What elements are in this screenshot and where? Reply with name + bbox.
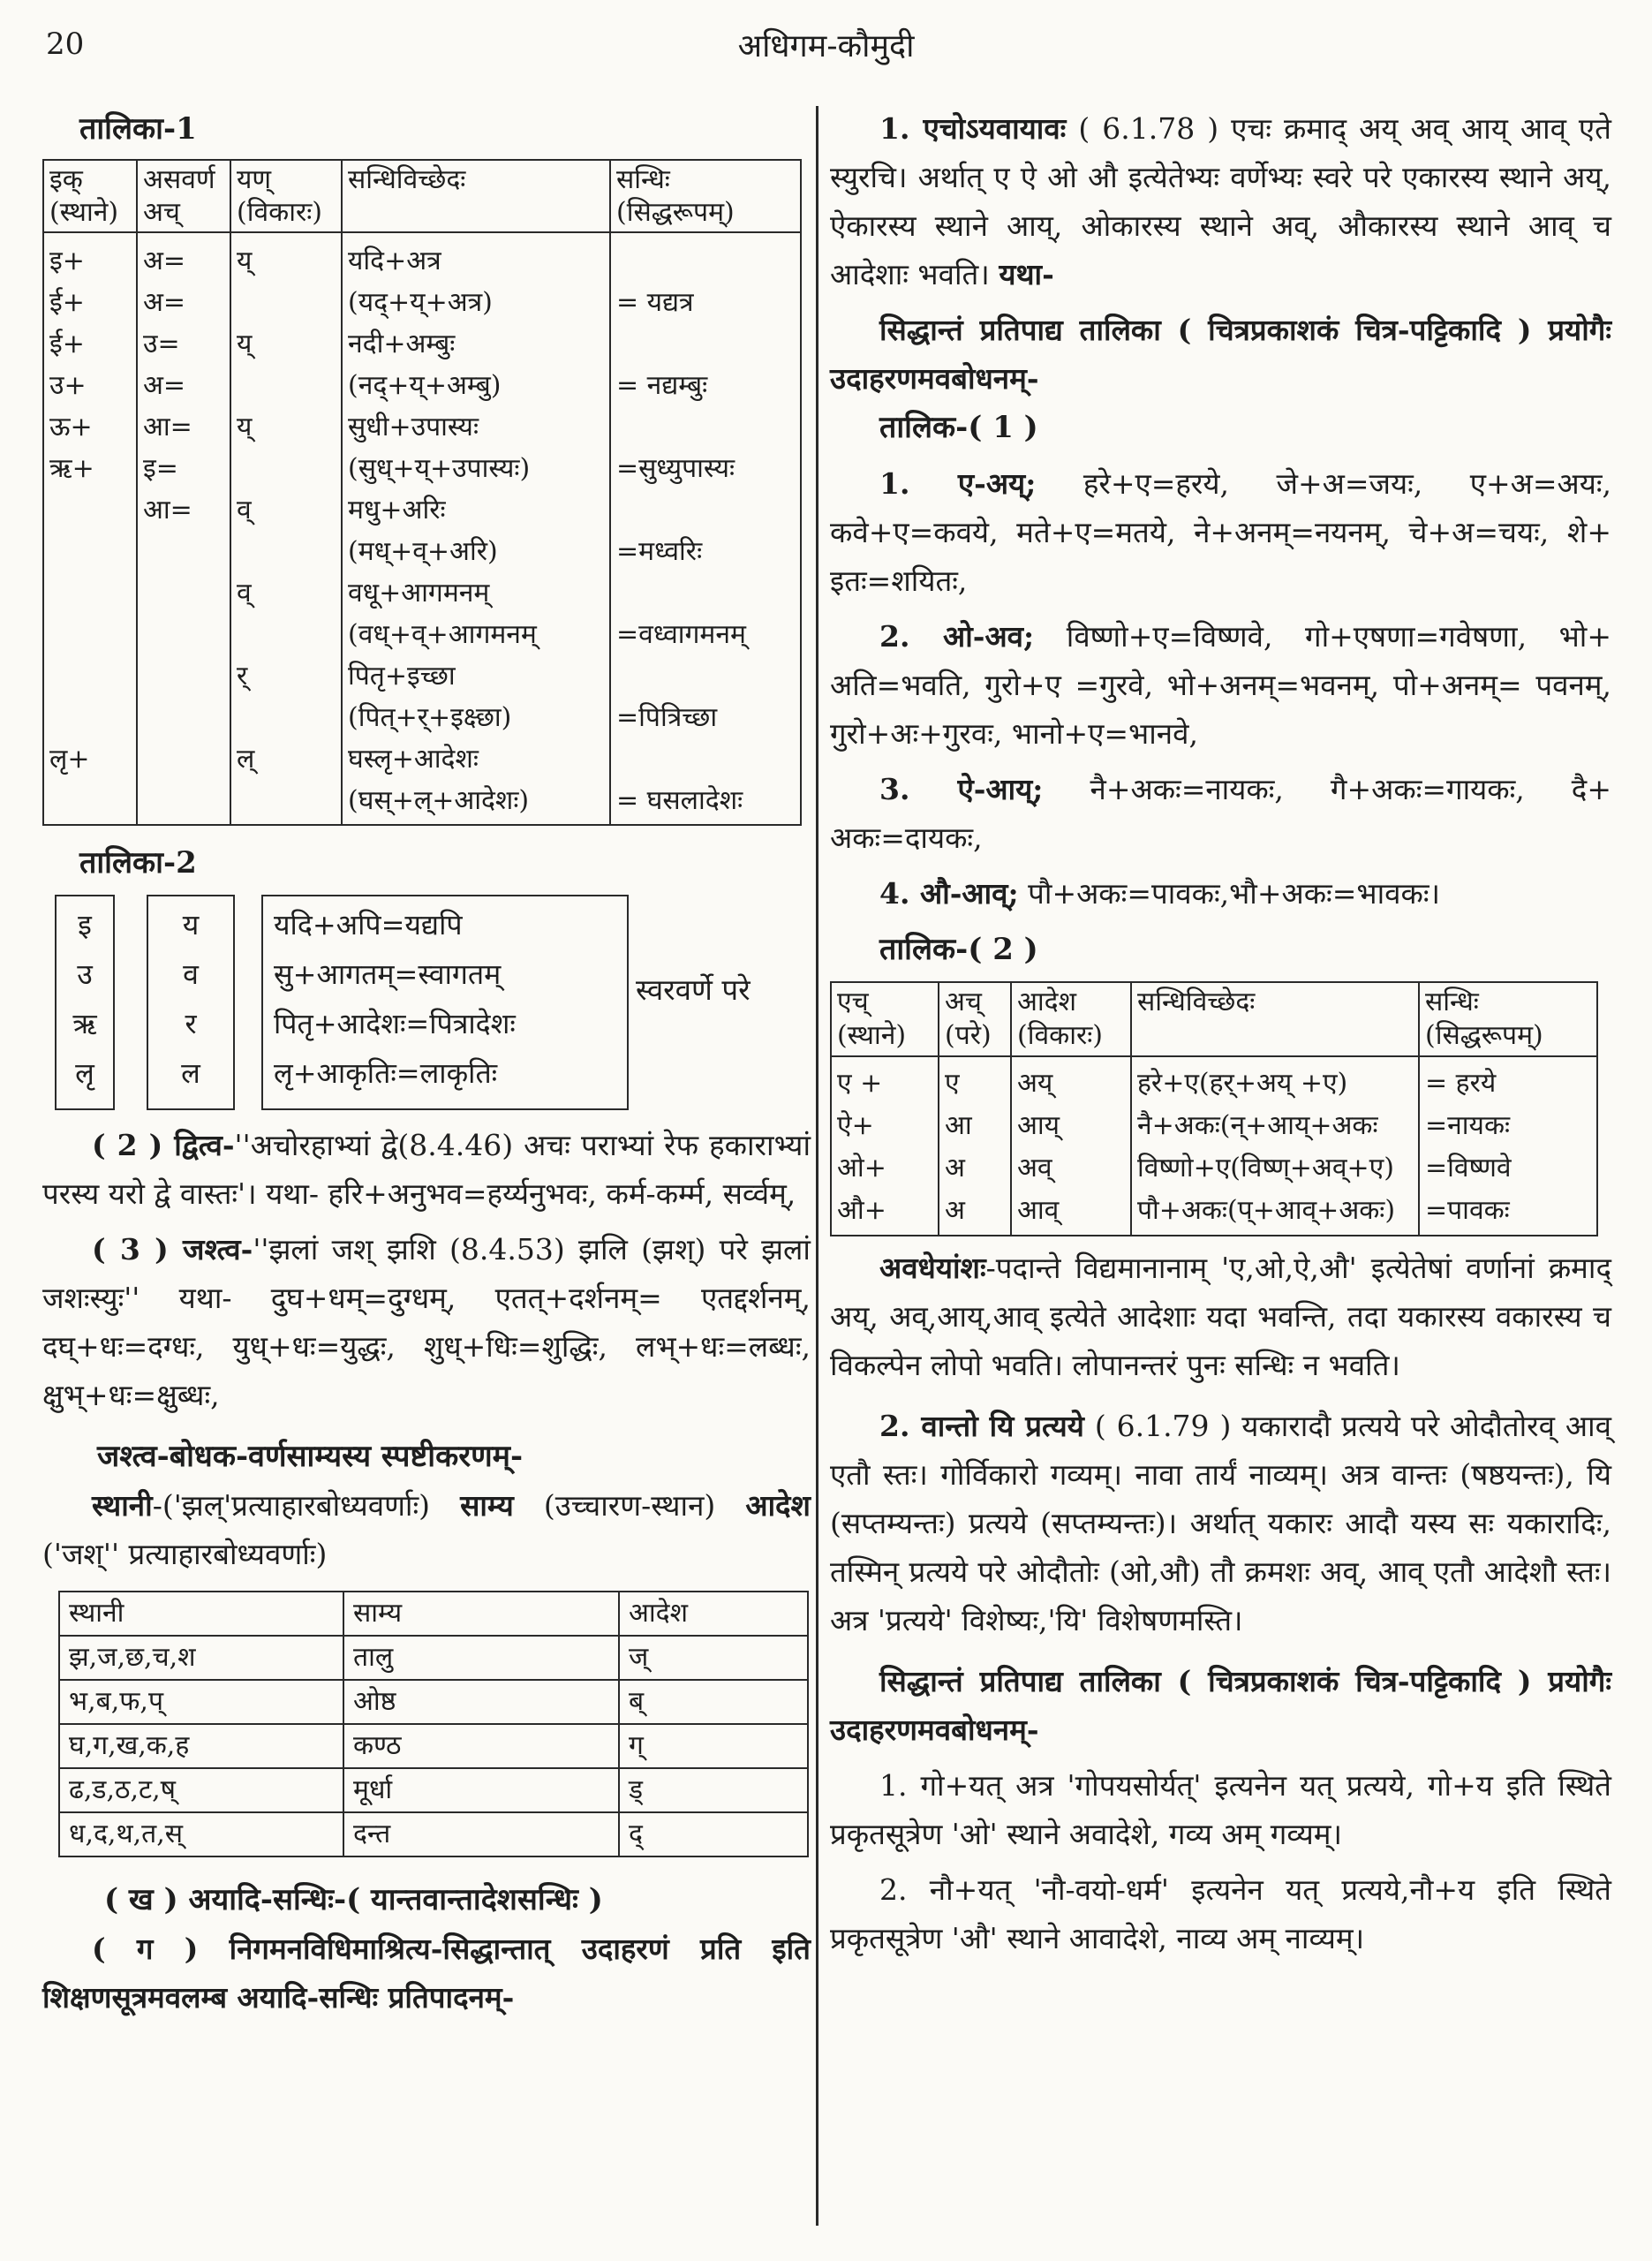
table-row (59, 1724, 808, 1768)
page-header (0, 0, 1652, 79)
table-cell: ग् (619, 1724, 808, 1768)
nigaman-heading: ( ग ) निगमनविधिमाश्रित्य-सिद्धान्तात् उदाहरणं प्रति इति शिक्षणसूत्रमवलम्ब अयादि-सन्धिः प्रतिपादनम्- (42, 1932, 811, 2015)
table-cell: = हरये (1425, 1068, 1497, 1099)
table-cell: उ+ (49, 370, 87, 401)
talik1-title: तालिक-( 1 ) (879, 410, 1038, 445)
left-column (42, 104, 811, 2022)
sutra1-tail: यथा- (999, 257, 1054, 291)
example-label: 1. ए-अय्; (879, 466, 1037, 501)
sutra2-text: यकारादौ प्रत्यये परे ओदौतोरव् आव् एतौ स्तः। गोर्विकारो गव्यम्। नावा तार्यं नाव्यम्। अत्र वान्तः (षष्ठयन्तः), यि (सप्तम्यन्तः) प्रत्यये (सप्तम्यन्तः)। अर्थात् यकारः आदौ यस्य सः यकारादिः, तस्मिन् प्रत्यये परे ओदौतोः (ओ,औ) तौ क्रमशः अव्, आव् एतौ आदेशौ स्तः। अत्र 'प्रत्यये' विशेष्यः,'यि' विशेषणमस्ति। (830, 1409, 1611, 1637)
table-cell: = घसलादेशः (616, 785, 743, 816)
table-cell (49, 655, 131, 697)
table-cell: ध,द,थ,त,स् (59, 1812, 343, 1856)
table-cell: अ= (143, 287, 186, 318)
example-4 (830, 869, 1611, 918)
example-label: 3. ऐ-आय्; (879, 772, 1044, 806)
table-header-cell: एच् (स्थाने) (831, 982, 939, 1056)
table-cell: उ (77, 957, 93, 991)
avadheyansh-text: -पदान्ते विद्यमानानाम् 'ए,ओ,ऐ,औ' इत्येतेषां वर्णानां क्रमाद् अय्, अव्,आय्,आव् इत्येते आदेशाः यदा भवन्ति, तदा यकारस्य वकारस्य च विकल्पेन लोपो भवति। लोपानन्तरं पुनः सन्धिः न भवति। (830, 1251, 1611, 1382)
avadheyansh-label: अवधेयांशः (879, 1251, 986, 1285)
sandhi-column (610, 232, 801, 825)
table-cell: नै+अकः(न्+आय्+अकः (1137, 1110, 1378, 1141)
table-cell: घ,ग,ख,क,ह (59, 1724, 343, 1768)
table-cell: (पित्+र्+इक्ष्छा) (348, 702, 512, 733)
table-row (59, 1768, 808, 1812)
table-cell: ल् (237, 744, 255, 775)
yan-column (230, 232, 342, 825)
table-cell (237, 448, 336, 489)
table-cell: अय् (1017, 1068, 1053, 1099)
talika2-diagram (42, 895, 811, 1121)
table-cell: ढ,ड,ठ,ट,ष् (59, 1768, 343, 1812)
table-header-cell: अच् (परे) (939, 982, 1011, 1056)
table-cell: मधु+अरिः (348, 495, 446, 526)
table-cell: र् (237, 661, 248, 692)
samya-label: साम्य (460, 1488, 514, 1523)
ac-column (939, 1056, 1011, 1236)
table-header-cell: असवर्ण अच् (137, 160, 230, 232)
table-cell: अ (945, 1195, 965, 1226)
table-header-row (43, 160, 801, 232)
example-text: नै+अकः=नायकः, गै+अकः=गायकः, दै+ अकः=दायकः, (830, 772, 1611, 855)
ac-column (137, 232, 230, 825)
table-cell: =सुध्युपास्यः (616, 453, 735, 484)
avadheyansh-paragraph (830, 1244, 1611, 1389)
table-body-row (831, 1056, 1597, 1236)
table-cell (616, 655, 795, 697)
table-cell: व् (237, 578, 252, 609)
table-cell: ज् (619, 1636, 808, 1680)
example-3 (830, 765, 1611, 862)
table-cell: यदि+अपि=यद्यपि (274, 908, 463, 941)
sandhi-column (1419, 1056, 1597, 1236)
table-cell: = यद्यत्र (616, 287, 694, 318)
table-cell: अ= (143, 246, 186, 276)
sutra2-paragraph (830, 1402, 1611, 1645)
table-cell: व् (237, 495, 252, 526)
table-cell: आव् (1017, 1195, 1060, 1226)
column-divider (816, 106, 818, 2226)
ech-column (831, 1056, 939, 1236)
table-cell: इ= (143, 453, 178, 484)
table-cell (237, 365, 336, 406)
sthani-paragraph (42, 1481, 811, 1578)
table-cell: दन्त (343, 1812, 619, 1856)
table-cell: आय् (1017, 1110, 1060, 1141)
vichchhed-column (1131, 1056, 1419, 1236)
table-cell: (सुध्+य्+उपास्यः) (348, 453, 531, 484)
talik2-title: तालिक-( 2 ) (879, 932, 1038, 967)
example-label: 2. ओ-अव; (879, 619, 1035, 654)
talika2-title: तालिका-2 (79, 845, 197, 881)
example-text: हरे+ए=हरये, जे+अ=जयः, ए+अ=अयः, कवे+ए=कवये, मते+ए=मतये, ने+अनम्=नयनम्, चे+अ=चयः, शे+ इतः=शयितः, (830, 466, 1611, 598)
table-cell: ए (945, 1068, 960, 1099)
table-cell: तालु (343, 1636, 619, 1680)
table-header-cell: आदेश (विकारः) (1011, 982, 1131, 1056)
siddhant1-heading: सिद्धान्तं प्रतिपाद्य तालिका ( चित्रप्रकाशकं चित्र-पट्टिकादि ) प्रयोगैः उदाहरणमवबोधनम्- (830, 313, 1611, 396)
table-cell: आ (945, 1110, 972, 1141)
table-cell: यदि+अत्र (348, 246, 441, 276)
table-cell (616, 489, 795, 531)
adesh-column (1011, 1056, 1131, 1236)
dvitva-text: ''अचोरहाभ्यां द्वे(8.4.46) अचः पराभ्यां रेफ हकाराभ्यां परस्य यरो द्वे वास्तः'। यथा- हरि+अनुभव=हर्य्यनुभवः, कर्म-कर्म्म, सर्व्वम्, (42, 1128, 811, 1211)
table-cell (616, 406, 795, 448)
example-text: विष्णो+ए=विष्णवे, गो+एषणा=गवेषणा, भो+ अति=भवति, गुरो+ए =गुरवे, भो+अनम्=भवनम्, पो+अनम्= पवनम्, गुरो+अः+गुरवः, भानो+ए=भानवे, (830, 619, 1612, 751)
table-cell: मूर्धा (343, 1768, 619, 1812)
table-cell: ड् (619, 1768, 808, 1812)
example-text: पौ+अकः=पावकः,भौ+अकः=भावकः। (1028, 876, 1440, 911)
table-cell: (मध्+व्+अरि) (348, 536, 498, 567)
table-cell: य (182, 908, 200, 941)
table-cell: ई+ (49, 329, 85, 359)
table-cell: ऋ+ (49, 453, 94, 484)
running-title: अधिगम-कौमुदी (737, 28, 915, 64)
table-cell: (नद्+य्+अम्बु) (348, 370, 502, 401)
table-cell: सुधी+उपास्यः (348, 412, 479, 442)
talika1-title: तालिका-1 (79, 111, 197, 147)
jashtva-paragraph (42, 1225, 811, 1419)
table-cell: पितृ+इच्छा (348, 661, 456, 692)
ayadi-heading: ( ख ) अयादि-सन्धिः-( यान्तवान्तादेशसन्धिः ) (104, 1882, 603, 1917)
sthani-text: -('झल्'प्रत्याहारबोध्यवर्णाः) (152, 1488, 431, 1523)
table-cell (49, 531, 131, 572)
table-row (59, 1680, 808, 1724)
table-cell: हरे+ए(हर्+अय् +ए) (1137, 1068, 1348, 1099)
dvitva-paragraph (42, 1121, 811, 1218)
example-1 (830, 459, 1611, 605)
table-cell: ओ+ (837, 1153, 886, 1183)
jashtva-heading: जश्त्व-बोधक-वर्णसाम्यस्य स्पष्टीकरणम्- (97, 1439, 524, 1474)
table-body-row (43, 232, 801, 825)
table-cell (237, 614, 336, 655)
example-2 (830, 612, 1611, 758)
table-cell: लृ (75, 1056, 94, 1090)
talika1-table (42, 159, 802, 826)
table-cell: अ (945, 1153, 965, 1183)
right-column (830, 104, 1611, 1962)
talika2-examples-box (261, 895, 629, 1110)
table-header-row (59, 1592, 808, 1636)
table-cell (49, 614, 131, 655)
adesh-label: आदेश (745, 1488, 811, 1523)
table-cell: (घस्+ल्+आदेशः) (348, 785, 530, 816)
page-number: 20 (46, 26, 85, 62)
table-cell: घस्लृ+आदेशः (348, 744, 479, 775)
jashtva-text: ''झलां जश् झशि (8.4.53) झलि (झश्) परे झलां जशःस्युः'' यथा- दुघ+धम्=दुग्धम्, एतत्+दर्शनम्= एतद्दर्शनम्, दघ्+धः=दग्धः, युध्+धः=युद्धः, शुध्+धिः=शुद्धिः, लभ्+धः=लब्धः, क्षुभ्+धः=क्षुब्धः, (42, 1232, 811, 1412)
table-header-cell: साम्य (343, 1592, 619, 1636)
table-cell: इ+ (49, 246, 85, 276)
table-cell: आ= (143, 412, 192, 442)
dvitva-label: ( 2 ) द्वित्व- (92, 1128, 235, 1162)
table-cell: ऐ+ (837, 1110, 874, 1141)
table-cell: औ+ (837, 1195, 886, 1226)
table-header-cell: सन्धिः (सिद्धरूपम्) (1419, 982, 1597, 1056)
table-cell: अव् (1017, 1153, 1052, 1183)
talik2-table (830, 981, 1598, 1236)
table-cell: ई+ (49, 287, 85, 318)
table-cell (49, 697, 131, 738)
table-cell (237, 697, 336, 738)
table-cell: =पावकः (1425, 1195, 1510, 1226)
table-cell: द् (619, 1812, 808, 1856)
table-cell: पितृ+आदेशः=पित्रादेशः (274, 1007, 516, 1040)
table-cell: लृ+ (49, 744, 90, 775)
table-cell (616, 240, 795, 282)
table-cell: ए + (837, 1068, 883, 1099)
sutra1-ref: ( 6.1.78 ) (1078, 111, 1219, 146)
table-cell: =पित्रिच्छा (616, 702, 718, 733)
table-cell: इ (78, 908, 92, 941)
adesh-text: ('जश्'' प्रत्याहारबोध्यवर्णाः) (42, 1537, 328, 1571)
table-cell: लृ+आकृतिः=लाकृतिः (274, 1056, 498, 1090)
table-cell: वधू+आगमनम् (348, 578, 490, 609)
table-cell: (वध्+व्+आगमनम् (348, 619, 537, 650)
example-5: 1. गो+यत् अत्र 'गोपयसोर्यत्' इत्यनेन यत् प्रत्यये, गो+य इति स्थिते प्रकृतसूत्रेण 'ओ' स्थाने अवादेशे, गव्य अम् गव्यम्। (830, 1768, 1611, 1851)
table-header-cell: स्थानी (59, 1592, 343, 1636)
table-cell: भ,ब,फ,प् (59, 1680, 343, 1724)
sutra1-paragraph (830, 104, 1611, 299)
ik-column (43, 232, 137, 825)
table-cell (616, 323, 795, 365)
table-cell: अ= (143, 370, 186, 401)
talika2-note: स्वरवर्णे परे (636, 972, 751, 1007)
table-cell (49, 489, 131, 531)
table-header-cell: सन्धिविच्छेदः (342, 160, 610, 232)
samya-text: (उच्चारण-स्थान) (543, 1488, 716, 1523)
table-cell: झ,ज,छ,च,श (59, 1636, 343, 1680)
table-header-cell: आदेश (619, 1592, 808, 1636)
siddhant2-heading: सिद्धान्तं प्रतिपाद्य तालिका ( चित्रप्रकाशकं चित्र-पट्टिकादि ) प्रयोगैः उदाहरणमवबोधनम्- (830, 1664, 1611, 1747)
table-cell: = नद्यम्बुः (616, 370, 708, 401)
talika2-ik-box (55, 895, 115, 1110)
table-cell: =नायकः (1425, 1110, 1511, 1141)
vichchhed-column (342, 232, 610, 825)
table-cell: य् (237, 246, 253, 276)
table-cell: पौ+अकः(प्+आव्+अकः) (1137, 1195, 1396, 1226)
table-cell: आ= (143, 495, 192, 526)
jashtva-label: ( 3 ) जश्त्व- (92, 1232, 253, 1267)
example-label: 4. औ-आव्; (879, 876, 1019, 911)
table-cell: ओष्ठ (343, 1680, 619, 1724)
table-header-cell: इक् (स्थाने) (43, 160, 137, 232)
table-cell (49, 572, 131, 614)
table-header-row (831, 982, 1597, 1056)
table-cell: व (183, 957, 199, 991)
table-cell: विष्णो+ए(विष्ण्+अव्+ए) (1137, 1153, 1394, 1183)
table-cell: ऋ (72, 1007, 97, 1040)
varna-samya-table (58, 1591, 809, 1857)
table-cell: ब् (619, 1680, 808, 1724)
table-cell: उ= (143, 329, 180, 359)
table-cell: कण्ठ (343, 1724, 619, 1768)
table-cell: =वध्वागमनम् (616, 619, 746, 650)
table-header-cell: सन्धिविच्छेदः (1131, 982, 1419, 1056)
table-cell: =विष्णवे (1425, 1153, 1512, 1183)
sutra1-label: 1. एचोऽयवायावः (879, 111, 1067, 146)
talika2-yan-box (147, 895, 235, 1110)
sutra2-label: 2. वान्तो यि प्रत्यये (879, 1409, 1084, 1443)
table-cell: ल (181, 1056, 200, 1090)
table-cell: र (185, 1007, 197, 1040)
table-cell (237, 282, 336, 323)
table-cell (237, 531, 336, 572)
table-cell: य् (237, 412, 253, 442)
sutra1-text: एचः क्रमाद् अय् अव् आय् आव् एते स्युरचि। अर्थात् ए ऐ ओ औ इत्येतेभ्यः वर्णेभ्यः स्वरे परे एकारस्य स्थाने अय्, ऐकारस्य स्थाने आय्, ओकारस्य स्थाने अव्, औकारस्य स्थाने आव् च आदेशाः भवति। (830, 111, 1611, 291)
sutra2-ref: ( 6.1.79 ) (1094, 1409, 1232, 1443)
table-cell: (यद्+य्+अत्र) (348, 287, 493, 318)
table-cell: य् (237, 329, 253, 359)
example-6: 2. नौ+यत् 'नौ-वयो-धर्म' इत्यनेन यत् प्रत्यये,नौ+य इति स्थिते प्रकृतसूत्रेण 'औ' स्थाने आवादेशे, नाव्य अम् नाव्यम्। (830, 1872, 1611, 1955)
table-cell (616, 738, 795, 780)
table-row (59, 1636, 808, 1680)
table-header-cell: सन्धिः (सिद्धरूपम्) (610, 160, 801, 232)
table-cell: नदी+अम्बुः (348, 329, 456, 359)
table-row (59, 1812, 808, 1856)
table-cell: सु+आगतम्=स्वागतम् (274, 957, 502, 991)
sthani-label: स्थानी (92, 1488, 153, 1523)
table-cell (616, 572, 795, 614)
table-header-cell: यण् (विकारः) (230, 160, 342, 232)
table-cell: =मध्वरिः (616, 536, 703, 567)
table-cell: ऊ+ (49, 412, 93, 442)
